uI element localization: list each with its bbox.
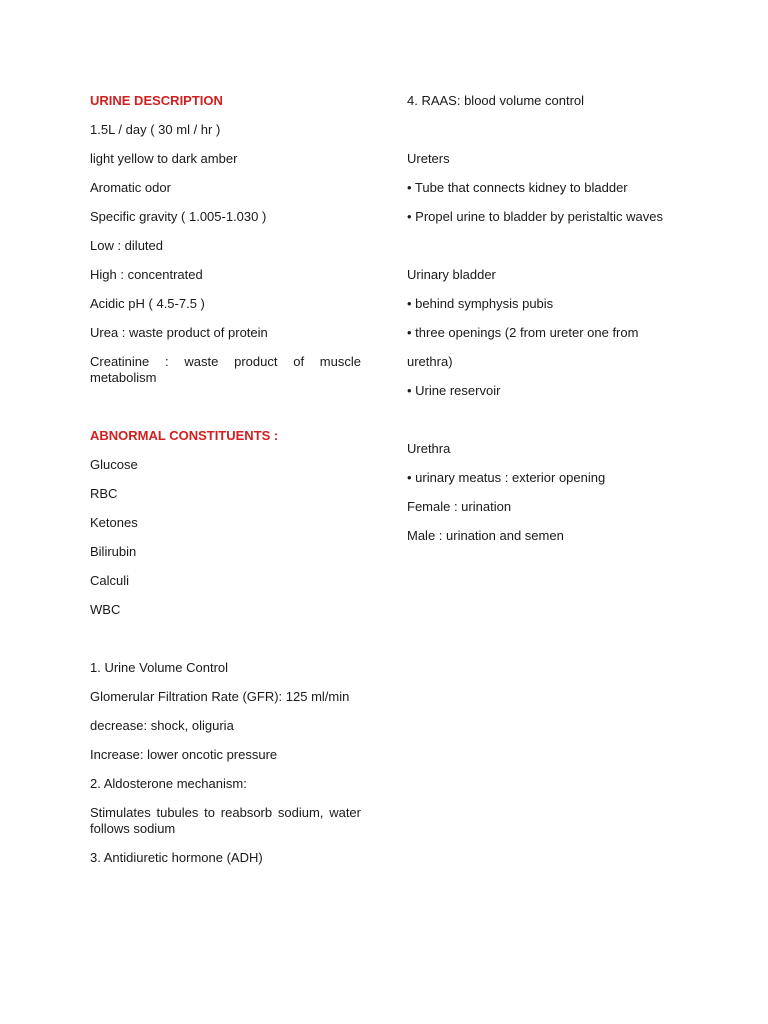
urine-description-line: Low : diluted — [90, 238, 163, 253]
urinary-bladder-line: • behind symphysis pubis — [407, 296, 554, 311]
urine-description-line: High : concentrated — [90, 267, 203, 282]
urinary-bladder-line: • three openings (2 from ureter one from — [407, 325, 639, 340]
urine-description-line: Aromatic odor — [90, 180, 171, 195]
urethra-title: Urethra — [407, 441, 451, 456]
urine-description-heading: URINE DESCRIPTION — [90, 93, 223, 108]
urinary-bladder-line: urethra) — [407, 354, 453, 369]
control-line: 1. Urine Volume Control — [90, 660, 229, 675]
urethra-line: • urinary meatus : exterior opening — [407, 470, 606, 485]
urine-description-line: Acidic pH ( 4.5-7.5 ) — [90, 296, 205, 311]
ureters-line: • Tube that connects kidney to bladder — [407, 180, 628, 195]
urinary-bladder-line: • Urine reservoir — [407, 383, 501, 398]
abnormal-constituent-item: Ketones — [90, 515, 138, 530]
ureters-line: • Propel urine to bladder by peristaltic waves — [407, 209, 664, 224]
abnormal-constituent-item: Glucose — [90, 457, 138, 472]
urine-description-line: Urea : waste product of protein — [90, 325, 268, 340]
control-line: 3. Antidiuretic hormone (ADH) — [90, 850, 263, 865]
control-line: 2. Aldosterone mechanism: — [90, 776, 247, 791]
section-spacer — [407, 238, 678, 267]
urine-description-line: light yellow to dark amber — [90, 151, 238, 166]
urine-description-line: 1.5L / day ( 30 ml / hr ) — [90, 122, 221, 137]
control-line: Stimulates tubules to reabsorb sodium, water follows sodium — [90, 805, 361, 836]
control-line: Increase: lower oncotic pressure — [90, 747, 278, 762]
section-spacer — [407, 122, 678, 151]
urethra-line: Female : urination — [407, 499, 512, 514]
abnormal-constituents-heading: ABNORMAL CONSTITUENTS : — [90, 428, 279, 443]
left-column — [90, 93, 361, 879]
urine-description-line: Creatinine : waste product of muscle metabolism — [90, 354, 361, 385]
section-spacer — [90, 399, 361, 428]
raas-line: 4. RAAS: blood volume control — [407, 93, 585, 108]
urine-description-line: Specific gravity ( 1.005-1.030 ) — [90, 209, 267, 224]
ureters-title: Ureters — [407, 151, 450, 166]
urethra-line: Male : urination and semen — [407, 528, 564, 543]
control-line: decrease: shock, oliguria — [90, 718, 234, 733]
abnormal-constituent-item: Calculi — [90, 573, 130, 588]
right-column — [407, 93, 678, 557]
abnormal-constituent-item: WBC — [90, 602, 121, 617]
abnormal-constituent-item: Bilirubin — [90, 544, 137, 559]
section-spacer — [90, 631, 361, 660]
urinary-bladder-title: Urinary bladder — [407, 267, 496, 282]
section-spacer — [407, 412, 678, 441]
abnormal-constituent-item: RBC — [90, 486, 118, 501]
control-line: Glomerular Filtration Rate (GFR): 125 ml/min — [90, 689, 350, 704]
